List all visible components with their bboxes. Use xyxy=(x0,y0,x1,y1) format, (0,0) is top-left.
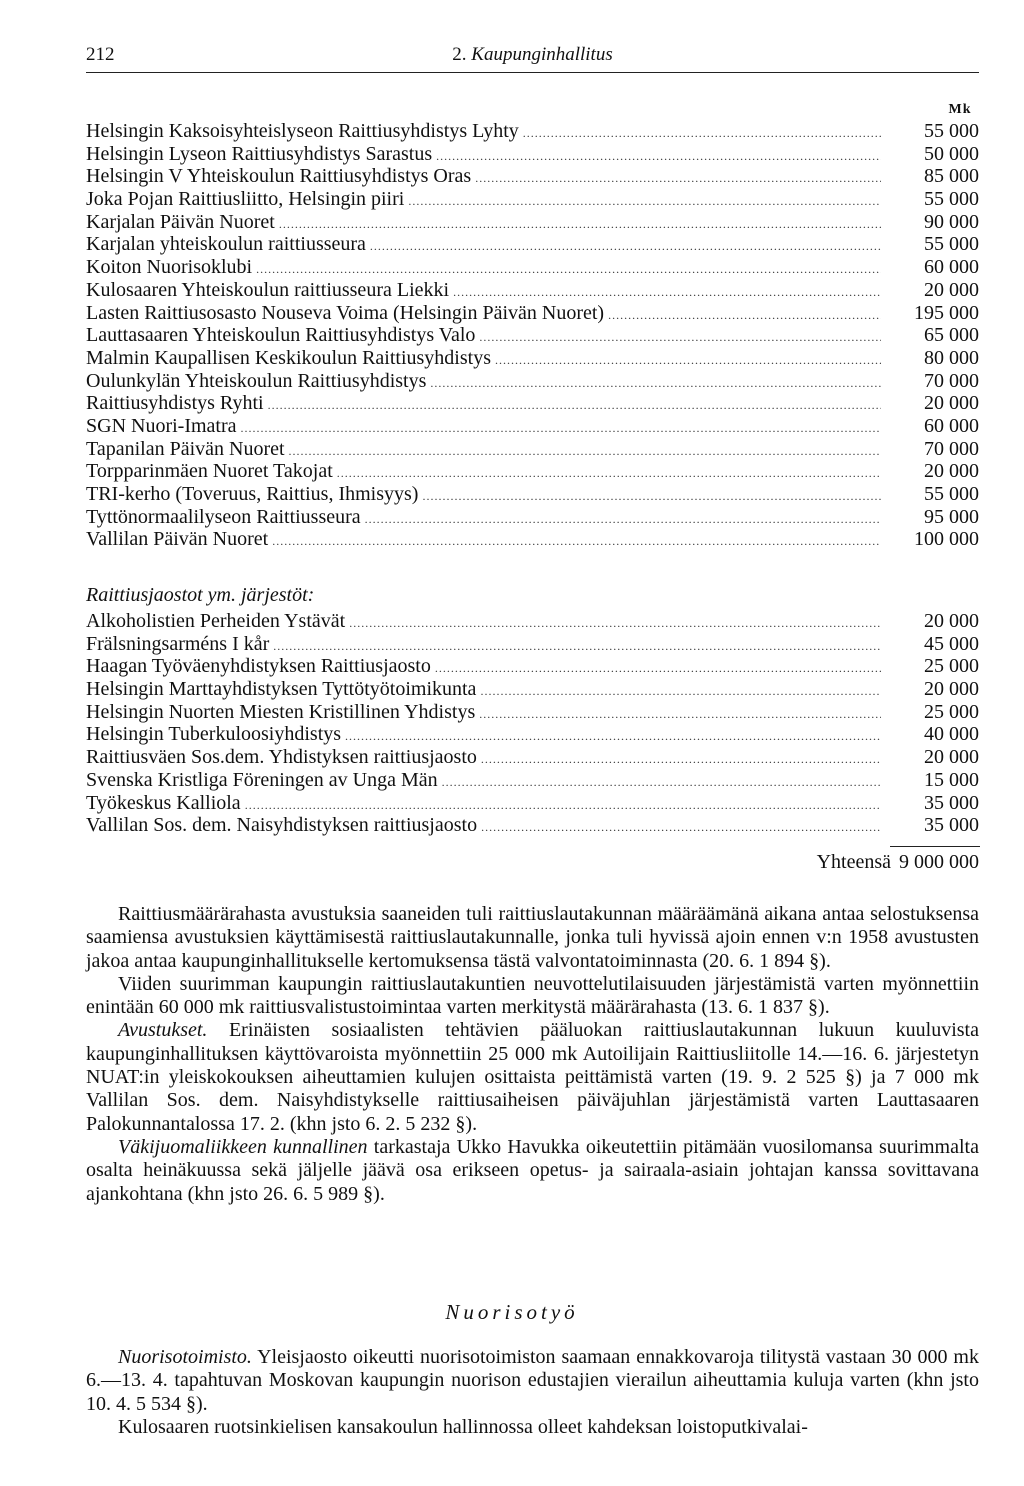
dot-leader xyxy=(523,122,881,145)
recipient-name: Haagan Työväenyhdistyksen Raittiusjaosto xyxy=(86,655,431,678)
grant-row xyxy=(86,678,979,701)
grant-amount: 55 000 xyxy=(924,233,979,256)
recipient-name: Koiton Nuorisoklubi xyxy=(86,256,253,279)
section-heading-subgroups: Raittiusjaostot ym. järjestöt: xyxy=(86,584,315,606)
dot-leader xyxy=(479,703,881,726)
grant-amount: 60 000 xyxy=(924,414,979,437)
paragraph-text: Yleisjaosto oikeutti nuorisotoimiston saamaan ennakkovaroja tilitystä vastaan 30 000 mk 6.—13. 4. tapahtuvan Moskovan kaupungin nuorison edustajien vierailun aiheuttamia kuluja varten (khn jsto 10. 4. 5 534 §). xyxy=(86,1346,979,1415)
grant-amount: 55 000 xyxy=(924,120,979,142)
grant-amount: 20 000 xyxy=(924,278,979,301)
grant-amount: 100 000 xyxy=(914,528,979,551)
recipient-name: Raittiusväen Sos.dem. Yhdistyksen raittiusjaosto xyxy=(86,746,477,769)
grant-row xyxy=(86,392,979,415)
paragraph xyxy=(86,1019,979,1135)
dot-leader xyxy=(481,816,881,839)
grant-amount: 55 000 xyxy=(924,188,979,211)
grant-amount: 65 000 xyxy=(924,324,979,347)
dot-leader xyxy=(422,485,881,508)
dot-leader xyxy=(337,462,881,485)
paragraph-text: Erinäisten sosiaalisten tehtävien pääluokan raittiuslautakunnan lukuun kuuluvista kaupunginhallituksen käyttövaroista myönnettiin 25 000 mk Autoilijain Raittiusliitolle 14.—16. 6. järjestetyn NUAT:in yleiskokouksen aiheuttamien kulujen osittaista peittämistä varten (19. 9. 2 525 §) ja 7 000 mk Vallilan Sos. dem. Naisyhdistykselle raittiusaiheisen päiväjuhlan järjestämistä varten Lauttasaaren Palokunnantalossa 17. 2. (khn jsto 6. 2. 5 232 §). xyxy=(86,1019,979,1135)
grant-amount: 20 000 xyxy=(924,460,979,483)
recipient-name: Lasten Raittiusosasto Nouseva Voima (Helsingin Päivän Nuoret) xyxy=(86,301,605,324)
grant-amount: 70 000 xyxy=(924,437,979,460)
grant-amount: 95 000 xyxy=(924,505,979,528)
grant-row xyxy=(86,324,979,347)
grant-amount: 50 000 xyxy=(924,142,979,165)
recipient-name: Vallilan Päivän Nuoret xyxy=(86,528,269,551)
dot-leader xyxy=(365,508,881,531)
chapter-number: 2. xyxy=(452,44,467,65)
dot-leader xyxy=(608,304,881,327)
paragraph: Raittiusmäärärahasta avustuksia saaneiden tuli raittiuslautakunnan määräämänä aikana antaa selostuksensa saamiensa avustuksien käyttämisestä raittiuslautakunnalle, jonka tuli hyvissä ajoin ennen v:n 1958 avustusten jakoa antaa kaupunginhallitukselle kertomuksensa tästä valvontatoiminnasta (20. 6. 1 894 §). xyxy=(86,903,979,972)
grant-row xyxy=(86,746,979,769)
recipient-name: Helsingin Nuorten Miesten Kristillinen Yhdistys xyxy=(86,700,476,723)
recipient-name: Karjalan yhteiskoulun raittiusseura xyxy=(86,233,366,256)
grant-amount: 85 000 xyxy=(924,165,979,188)
recipient-name: Tapanilan Päivän Nuoret xyxy=(86,437,285,460)
recipient-name: Karjalan Päivän Nuoret xyxy=(86,210,275,233)
dot-leader xyxy=(436,145,881,168)
dot-leader xyxy=(370,235,881,258)
dot-leader xyxy=(479,326,881,349)
paragraph xyxy=(86,1136,979,1206)
grant-amount: 35 000 xyxy=(924,791,979,814)
dot-leader xyxy=(245,794,881,817)
recipient-name: Vallilan Sos. dem. Naisyhdistyksen raittiusjaosto xyxy=(86,814,478,837)
grant-row xyxy=(86,610,979,633)
grant-row xyxy=(86,188,979,211)
recipient-name: Helsingin V Yhteiskoulun Raittiusyhdistys Oras xyxy=(86,165,472,188)
recipient-name: Helsingin Kaksoisyhteislyseon Raittiusyhdistys Lyhty xyxy=(86,120,519,142)
dot-leader xyxy=(495,349,881,372)
grant-row xyxy=(86,460,979,483)
grant-amount: 20 000 xyxy=(924,746,979,769)
paragraph-text: tarkastaja Ukko Havukka oikeutettiin pitämään vuosilomansa suurimmalta osalta heinäkuussa sekä jäljelle jäävä osa erikseen opetus- ja sairaala-asiain johtajan kanssa sovittavana ajankohtana (khn jsto 26. 6. 5 989 §). xyxy=(86,1135,979,1205)
dot-leader xyxy=(279,213,881,236)
paragraph: Kulosaaren ruotsinkielisen kansakoulun hallinnossa olleet kahdeksan loistoputkivalai- xyxy=(118,1415,808,1438)
recipient-name: Torpparinmäen Nuoret Takojat xyxy=(86,460,333,483)
recipient-name: Frälsningsarméns I kår xyxy=(86,632,270,655)
paragraph xyxy=(86,1346,979,1416)
total-amount: 9 000 000 xyxy=(899,851,979,873)
grant-row xyxy=(86,701,979,724)
recipient-name: Helsingin Marttayhdistyksen Tyttötyötoimikunta xyxy=(86,678,477,701)
recipient-name: Oulunkylän Yhteiskoulun Raittiusyhdistys xyxy=(86,369,427,392)
recipient-name: SGN Nuori-Imatra xyxy=(86,414,237,437)
currency-unit-label: Mk xyxy=(948,102,972,117)
recipient-name: Alkoholistien Perheiden Ystävät xyxy=(86,610,346,632)
grant-row xyxy=(86,370,979,393)
grant-list-subgroups xyxy=(86,610,979,837)
dot-leader xyxy=(349,612,881,635)
recipient-name: Joka Pojan Raittiusliitto, Helsingin piiri xyxy=(86,188,405,211)
recipient-name: Helsingin Lyseon Raittiusyhdistys Sarastus xyxy=(86,142,433,165)
grant-row xyxy=(86,347,979,370)
total-rule xyxy=(890,846,980,847)
running-header xyxy=(86,44,979,74)
dot-leader xyxy=(241,417,881,440)
grant-total xyxy=(680,851,979,874)
page-number: 212 xyxy=(86,44,115,65)
chapter-title xyxy=(86,44,979,66)
paragraph: Viiden suurimman kaupungin raittiuslautakuntien neuvottelutilaisuuden järjestämistä varten myönnettiin enintään 60 000 mk raittiusvalistustoimintaa varten merkitystä määrärahasta (13. 6. 1 837 §). xyxy=(86,972,979,1019)
section-title-nuorisotyo: Nuorisotyö xyxy=(445,1300,579,1324)
grant-row xyxy=(86,233,979,256)
recipient-name: TRI-kerho (Toveruus, Raittius, Ihmisyys) xyxy=(86,483,419,505)
dot-leader xyxy=(481,748,881,771)
grant-amount: 55 000 xyxy=(924,483,979,505)
grant-row xyxy=(86,165,979,188)
dot-leader xyxy=(408,190,881,213)
grant-row xyxy=(86,814,979,837)
grant-amount: 25 000 xyxy=(924,655,979,678)
paragraph-lead: Avustukset. xyxy=(118,1019,208,1042)
grant-amount: 195 000 xyxy=(914,301,979,324)
grant-amount: 70 000 xyxy=(924,369,979,392)
grant-amount: 20 000 xyxy=(924,678,979,701)
grant-list-associations xyxy=(86,120,979,551)
chapter-name: Kaupunginhallitus xyxy=(471,44,613,65)
body-text-lower xyxy=(86,1346,979,1439)
grant-amount: 40 000 xyxy=(924,723,979,746)
grant-amount: 15 000 xyxy=(924,768,979,791)
dot-leader xyxy=(273,635,881,658)
paragraph-lead: Nuorisotoimisto. xyxy=(118,1346,252,1368)
dot-leader xyxy=(268,394,881,417)
dot-leader xyxy=(272,530,881,553)
grant-row xyxy=(86,483,979,506)
paragraph-lead: Väkijuomaliikkeen kunnallinen xyxy=(118,1135,368,1158)
grant-row xyxy=(86,415,979,438)
grant-row xyxy=(86,256,979,279)
dot-leader xyxy=(480,680,881,703)
recipient-name: Raittiusyhdistys Ryhti xyxy=(86,392,264,415)
grant-amount: 60 000 xyxy=(924,256,979,279)
grant-amount: 35 000 xyxy=(924,814,979,837)
grant-amount: 20 000 xyxy=(924,610,979,632)
dot-leader xyxy=(345,725,881,748)
grant-row xyxy=(86,528,979,551)
grant-amount: 25 000 xyxy=(924,700,979,723)
grant-row xyxy=(86,655,979,678)
recipient-name: Helsingin Tuberkuloosiyhdistys xyxy=(86,723,342,746)
dot-leader xyxy=(256,258,881,281)
dot-leader xyxy=(453,281,881,304)
grant-amount: 45 000 xyxy=(924,632,979,655)
recipient-name: Malmin Kaupallisen Keskikoulun Raittiusyhdistys xyxy=(86,346,491,369)
grant-row xyxy=(86,438,979,461)
grant-row xyxy=(86,792,979,815)
grant-row xyxy=(86,120,979,143)
dot-leader xyxy=(430,372,881,395)
grant-row xyxy=(86,143,979,166)
recipient-name: Kulosaaren Yhteiskoulun raittiusseura Liekki xyxy=(86,278,450,301)
grant-row xyxy=(86,211,979,234)
grant-amount: 20 000 xyxy=(924,392,979,415)
recipient-name: Svenska Kristliga Föreningen av Unga Män xyxy=(86,768,438,791)
dot-leader xyxy=(475,167,881,190)
grant-row xyxy=(86,633,979,656)
recipient-name: Lauttasaaren Yhteiskoulun Raittiusyhdistys Valo xyxy=(86,324,476,347)
dot-leader xyxy=(289,440,881,463)
body-text-upper xyxy=(86,903,979,1206)
total-label: Yhteensä xyxy=(816,851,891,873)
recipient-name: Tyttönormaalilyseon Raittiusseura xyxy=(86,505,361,528)
grant-amount: 80 000 xyxy=(924,346,979,369)
grant-row xyxy=(86,769,979,792)
grant-amount: 90 000 xyxy=(924,210,979,233)
grant-row xyxy=(86,506,979,529)
dot-leader xyxy=(442,771,881,794)
dot-leader xyxy=(435,657,881,680)
header-rule xyxy=(86,72,979,73)
grant-row xyxy=(86,279,979,302)
recipient-name: Työkeskus Kalliola xyxy=(86,791,241,814)
grant-row xyxy=(86,723,979,746)
grant-row xyxy=(86,302,979,325)
